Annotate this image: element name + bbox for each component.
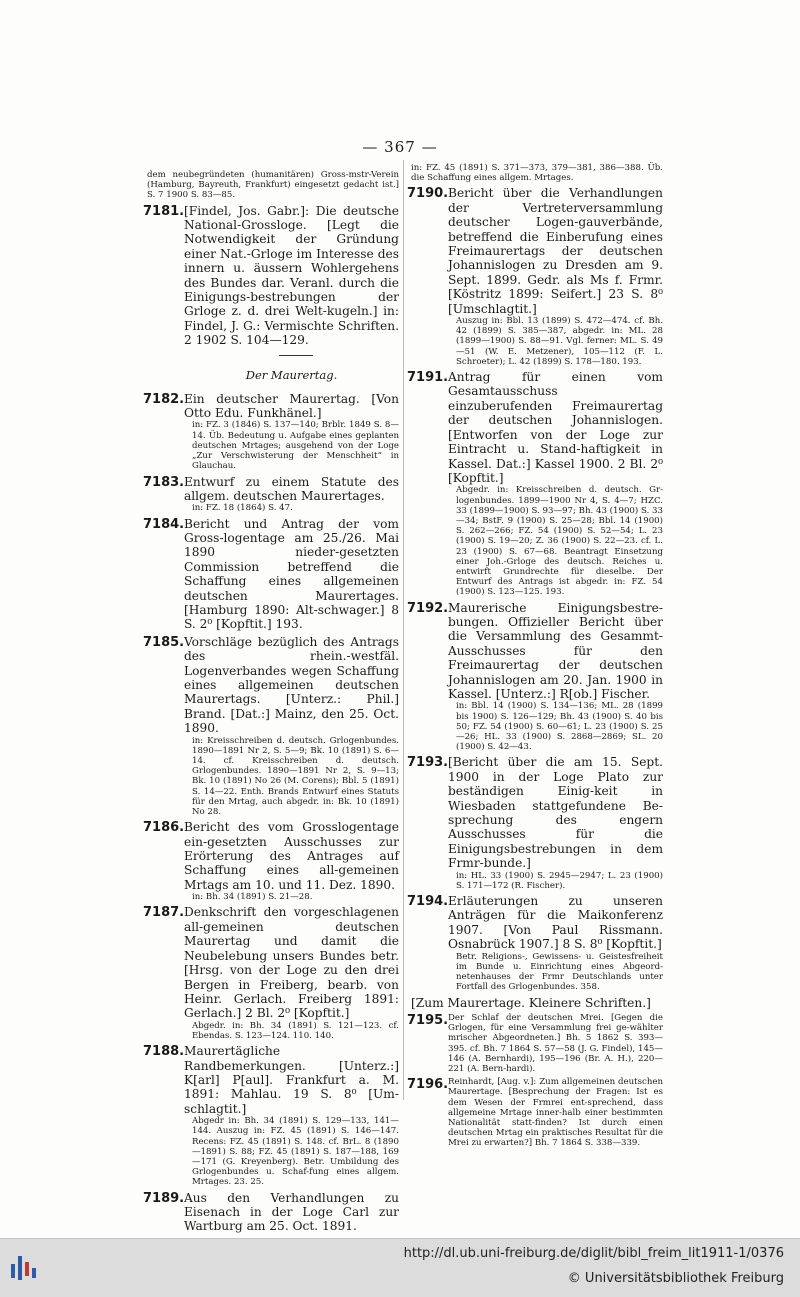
entry-title: Entwurf zu einem Statute des allgem. deutschen Maurertages.	[184, 474, 399, 503]
entry-number: 7192.	[407, 600, 449, 616]
entry-citation: in: FZ. 45 (1891) S. 371—373, 379—381, 386—388. Üb. die Schaffung eines allgem. Mrtages.	[411, 163, 663, 184]
entry-citation: Abgedr in: Bh. 34 (1891) S. 129—133, 141—144. Auszug in: FZ. 45 (1891) S. 146—147. Recens: FZ. 45 (1891) S. 148. cf. BrL. 8 (1890—1891) S. 88; FZ. 45 (1891) S. 187—188, 169—171 (G. Kreyenberg). Betr. Umbildung des Grlogenbundes u. Schaf-fung eines allgem. Mrtages. 23. 25.	[192, 1116, 399, 1188]
entry-number: 7182.	[143, 391, 185, 407]
entry-title: Erläuterungen zu unseren Anträgen für die Maikonferenz 1907. [Von Paul Rissmann. Osnabrück 1907.] 8 S. 8⁰ [Kopftit.]	[448, 894, 663, 952]
library-logo-icon	[8, 1250, 42, 1284]
entry-citation: in: Bh. 34 (1891) S. 21—28.	[192, 892, 313, 903]
left-column	[143, 170, 399, 1237]
entry-citation: in: Bbl. 14 (1900) S. 134—136; ML. 28 (1899 bis 1900) S. 126—129; Bh. 43 (1900) S. 40 bis 50; FZ. 54 (1900) S. 60—61; L. 23 (1900) S. 25—26; HL. 33 (1900) S. 2868—2869; SL. 20 (1900) S. 42—43.	[456, 701, 663, 753]
entry-title: Bericht des vom Grosslogentage ein-gesetzten Ausschusses zur Erörterung des Antrages auf Schaffung eines all-gemeinen Mrtags am 10. und 11. Dez. 1890.	[184, 820, 399, 892]
entry-title: Bericht und Antrag der vom Gross-logentage am 25./26. Mai 1890 nieder-gesetzten Commission betreffend die Schaffung eines allgemeinen deutschen Maurertages. [Hamburg 1890: Alt-schwager.] 8 S. 2⁰ [Kopftit.] 193.	[184, 516, 399, 632]
entry-number: 7186.	[143, 820, 185, 836]
section-rule	[279, 355, 313, 356]
entry-number: 7181.	[143, 203, 185, 219]
entry-citation: dem neubegründeten (humanitären) Gross-mstr-Verein (Hamburg, Bayreuth, Frankfurt) eingesetzt gedacht ist.] S. 7 1900 S. 83—85.	[147, 170, 399, 201]
entry-number: 7183.	[143, 474, 185, 490]
entry-title: Ein deutscher Maurertag. [Von Otto Edu. Funkhänel.]	[184, 391, 399, 421]
entry-citation: Der Schlaf der deutschen Mrei. [Gegen die Grlogen, für eine Versammlung frei ge-wählter mrischer Abgeordneten.] Bh. 5 1862 S. 393—395. cf. Bh. 7 1864 S. 57—58 (J. G. Findel), 145—146 (A. Bernhardi), 195—196 (Br. A. H.), 220—221 (A. Bern-hardi).	[448, 1012, 663, 1074]
entry-citation: in: Kreisschreiben d. deutsch. Grlogenbundes. 1890—1891 Nr 2, S. 5—9; Bk. 10 (1891) S. 6—14. cf. Kreisschreiben d. deutsch. Grlogenbundes. 1890—1891 Nr 2, S. 9—13; Bk. 10 (1891) No 26 (M. Corens); Bbl. 5 (1891) S. 14—22. Enth. Brands Entwurf eines Statuts für den Mrtag, auch abgedr. in: Bk. 10 (1891) No 28.	[192, 735, 399, 818]
bibliography-entry	[407, 600, 663, 753]
entry-number: 7194.	[407, 894, 449, 910]
entry-title: Aus den Verhandlungen zu Eisenach in der Loge Carl zur Wartburg am 25. Oct. 1891.	[184, 1190, 399, 1234]
entry-title: [Findel, Jos. Gabr.]: Die deutsche National-Grossloge. [Legt die Notwendigkeit der Gründung einer Nat.-Grloge im Interesse des innern u. äussern Wohlergehens des Bundes dar. Veranl. durch die Einigungs-bestrebungen der Grloge z. d. drei Welt-kugeln.] in: Findel, J. G.: Vermischte Schriften. 2 1902 S. 104—129.	[184, 203, 399, 348]
bibliography-entry	[143, 820, 399, 903]
entry-title: [Bericht über die am 15. Sept. 1900 in der Loge Plato zur beständigen Einig-keit in Wiesbaden stattgefundene Be-sprechung des engern Ausschusses für die Einigungsbestrebungen in dem Frmr-bunde.]	[448, 755, 663, 871]
entry-citation: in: FZ. 3 (1846) S. 137—140; Brblr. 1849 S. 8—14. Üb. Bedeutung u. Aufgabe eines geplanten deutschen Mrtages; ausgehend von der Loge „Zur Verschwisterung der Menschheit“ in Glauchau.	[192, 420, 399, 472]
section-heading: Der Maurertag.	[245, 367, 338, 382]
page-number: — 367 —	[362, 138, 438, 156]
entry-number: 7193.	[407, 755, 449, 771]
bibliography-entry	[143, 634, 399, 818]
entry-number: 7187.	[143, 905, 185, 921]
bibliography-entry	[143, 474, 399, 514]
bibliography-entry	[143, 391, 399, 472]
bibliography-entry	[143, 1190, 399, 1234]
entry-citation: Abgedr. in: Kreisschreiben d. deutsch. Gr-logenbundes. 1899—1900 Nr 4, S. 4—7; HZC. 33 (1899—1900) S. 93—97; Bh. 43 (1900) S. 33—34; BstF. 9 (1900) S. 25—28; Bbl. 14 (1900) S. 262—266; FZ. 54 (1900) S. 52—54; L. 23 (1900) S. 19—20; Z. 36 (1900) S. 22—23. cf. L. 23 (1900) S. 67—68. Beantragt Einsetzung einer Joh.-Grloge des deutsch. Reiches u. entwirft Grundrechte für dieselbe. Der Entwurf des Antrags ist abgedr. in: FZ. 54 (1900) S. 123—125. 193.	[456, 485, 663, 598]
bibliography-entry	[143, 203, 399, 348]
entry-citation: Abgedr. in: Bh. 34 (1891) S. 121—123. cf. Ebendas. S. 123—124. 110. 140.	[192, 1020, 399, 1041]
source-url-link[interactable]: http://dl.ub.uni-freiburg.de/diglit/bibl_freim_lit1911-1/0376	[403, 1246, 784, 1261]
entry-title: Vorschläge bezüglich des Antrags des rhein.-westfäl. Logenverbandes wegen Schaffung eines allgemeinen deutschen Maurertags. [Unterz.: Phil.] Brand. [Dat.:] Mainz, den 25. Oct. 1890.	[184, 634, 399, 736]
entry-citation: Reinhardt, [Aug. v.]: Zum allgemeinen deutschen Maurertage. [Besprechung der Fragen: Ist es dem Wesen der Frmrei ent-sprechend, dass allgemeine Mrtage inner-halb einer bestimmten Nationalität statt-finden? Ist durch einen deutschen Mrtag ein praktisches Resultat für die Mrei zu erwarten?] Bh. 7 1864 S. 338—339.	[448, 1077, 663, 1149]
entry-number: 7191.	[407, 370, 449, 386]
right-column	[407, 163, 663, 1152]
entry-title: [Zum Maurertage. Kleinere Schriften.]	[411, 995, 651, 1010]
bibliography-entry	[407, 1012, 663, 1074]
bibliography-entry	[407, 894, 663, 993]
entry-citation: in: HL. 33 (1900) S. 2945—2947; L. 23 (1900) S. 171—172 (R. Fischer).	[456, 870, 663, 891]
entry-number: 7195.	[407, 1012, 449, 1028]
bibliography-entry	[411, 996, 663, 1010]
bibliography-entry	[143, 516, 399, 632]
entry-citation: Betr. Religions-, Gewissens- u. Geistesfreiheit im Bunde u. Einrichtung eines Abgeord-netenhauses der Frmr Deutschlands unter Fortfall des Grlogenbundes. 358.	[456, 951, 663, 993]
copyright-notice: © Universitätsbibliothek Freiburg	[567, 1271, 784, 1286]
bibliography-entry	[407, 1077, 663, 1149]
entry-number: 7188.	[143, 1044, 185, 1060]
entry-citation: in: FZ. 18 (1864) S. 47.	[192, 503, 293, 514]
entry-title: Denkschrift den vorgeschlagenen all-gemeinen deutschen Maurertag und damit die Neubelebung unsers Bundes betr. [Hrsg. von der Loge zu den drei Bergen in Freiberg, bearb. von Heinr. Gerlach. Freiberg 1891: Gerlach.] 2 Bl. 2⁰ [Kopftit.]	[184, 905, 399, 1021]
bibliography-entry	[147, 170, 399, 201]
bibliography-entry	[411, 163, 663, 183]
entry-citation: Auszug in: Bbl. 13 (1899) S. 472—474. cf. Bh. 42 (1899) S. 385—387, abgedr. in: ML. 28 (1899—1900) S. 88—91. Vgl. ferner: ML. S. 49—51 (W. E. Metzener), 105—112 (F. L. Schroeter); L. 42 (1899) S. 178—180. 193.	[456, 316, 663, 367]
entry-title: Antrag für einen vom Gesamtausschuss einzuberufenden Freimaurertag der deutschen Johannislogen. [Entworfen von der Loge zur Eintracht u. Stand-haftigkeit in Kassel. Dat.:] Kassel 1900. 2 Bl. 2⁰ [Kopftit.]	[448, 370, 663, 485]
entry-number: 7189.	[143, 1190, 185, 1206]
bibliography-entry	[407, 755, 663, 891]
entry-title: Maurertägliche Randbemerkungen. [Unterz.:] K[arl] P[aul]. Frankfurt a. M. 1891: Mahlau. 19 S. 8⁰ [Um-schlagtit.]	[184, 1044, 399, 1116]
column-divider	[403, 160, 404, 1100]
viewer-footer-bar	[0, 1238, 800, 1297]
bibliography-entry	[407, 370, 663, 598]
entry-number: 7184.	[143, 516, 185, 532]
bibliography-entry	[407, 186, 663, 367]
entry-number: 7185.	[143, 634, 185, 650]
bibliography-entry	[143, 1044, 399, 1188]
entry-title: Bericht über die Verhandlungen der Vertreterversammlung deutscher Logen-gauverbände, betreffend die Einberufung eines Freimaurertags der deutschen Johannislogen zu Dresden am 9. Sept. 1899. Gedr. als Ms f. Frmr. [Köstritz 1899: Seifert.] 23 S. 8⁰ [Umschlagtit.]	[448, 186, 663, 316]
bibliography-entry	[143, 905, 399, 1041]
entry-number: 7196.	[407, 1077, 449, 1093]
entry-number: 7190.	[407, 186, 449, 202]
entry-title: Maurerische Einigungsbestre-bungen. Offizieller Bericht über die Versammlung des Gesammt-Ausschusses für den Freimaurertag der deutschen Johannislogen am 20. Jan. 1900 in Kassel. [Unterz.:] R[ob.] Fischer.	[448, 600, 663, 701]
